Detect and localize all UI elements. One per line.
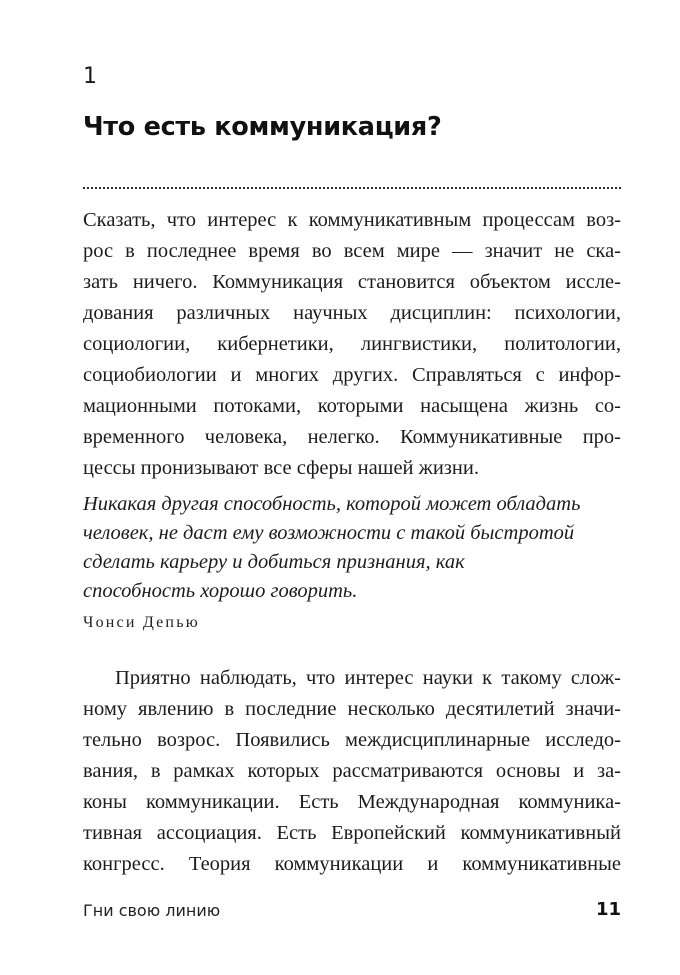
text-line: временного человека, нелегко. Коммуникативные про- <box>83 426 621 448</box>
quote-line: сделать карьеру и добиться признания, как <box>83 551 465 573</box>
text-line: дования различных научных дисциплин: психологии, <box>83 302 621 324</box>
quote-line: Никакая другая способность, которой может обладать <box>83 493 581 515</box>
quote-line: человек, не даст ему возможности с такой быстротой <box>83 522 575 544</box>
text-line: рос в последнее время во всем мире — значит не ска- <box>83 240 621 262</box>
text-line: социологии, кибернетики, лингвистики, политологии, <box>83 333 621 355</box>
epigraph-quote <box>83 490 621 606</box>
second-paragraph <box>83 663 621 880</box>
quote-line: способность хорошо говорить. <box>83 580 358 602</box>
text-line: конгресс. Теория коммуникации и коммуникативные <box>83 853 621 875</box>
footer-book-title: Гни свою линию <box>83 901 221 920</box>
chapter-title: Что есть коммуникация? <box>83 112 442 142</box>
text-line: вания, в рамках которых рассматриваются основы и за- <box>83 760 621 782</box>
text-line: тивная ассоциация. Есть Европейский коммуникативный <box>83 822 621 844</box>
text-line: ному явлению в последние несколько десятилетий значи- <box>83 698 621 720</box>
intro-paragraph <box>83 205 621 484</box>
epigraph-author: Чонси Депью <box>83 614 200 631</box>
text-line: Приятно наблюдать, что интерес науки к такому слож- <box>115 667 621 689</box>
dotted-divider <box>83 187 621 189</box>
chapter-number: 1 <box>83 64 97 89</box>
text-line: тельно возрос. Появились междисциплинарные исследо- <box>83 729 621 751</box>
text-line: мационными потоками, которыми насыщена жизнь со- <box>83 395 621 417</box>
text-line: Сказать, что интерес к коммуникативным процессам воз- <box>83 209 621 231</box>
text-line: зать ничего. Коммуникация становится объектом иссле- <box>83 271 621 293</box>
text-line: цессы пронизывают все сферы нашей жизни. <box>83 457 479 479</box>
text-line: коны коммуникации. Есть Международная коммуника- <box>83 791 621 813</box>
page-number: 11 <box>595 899 621 920</box>
text-line: социобиологии и многих других. Справляться с инфор- <box>83 364 621 386</box>
